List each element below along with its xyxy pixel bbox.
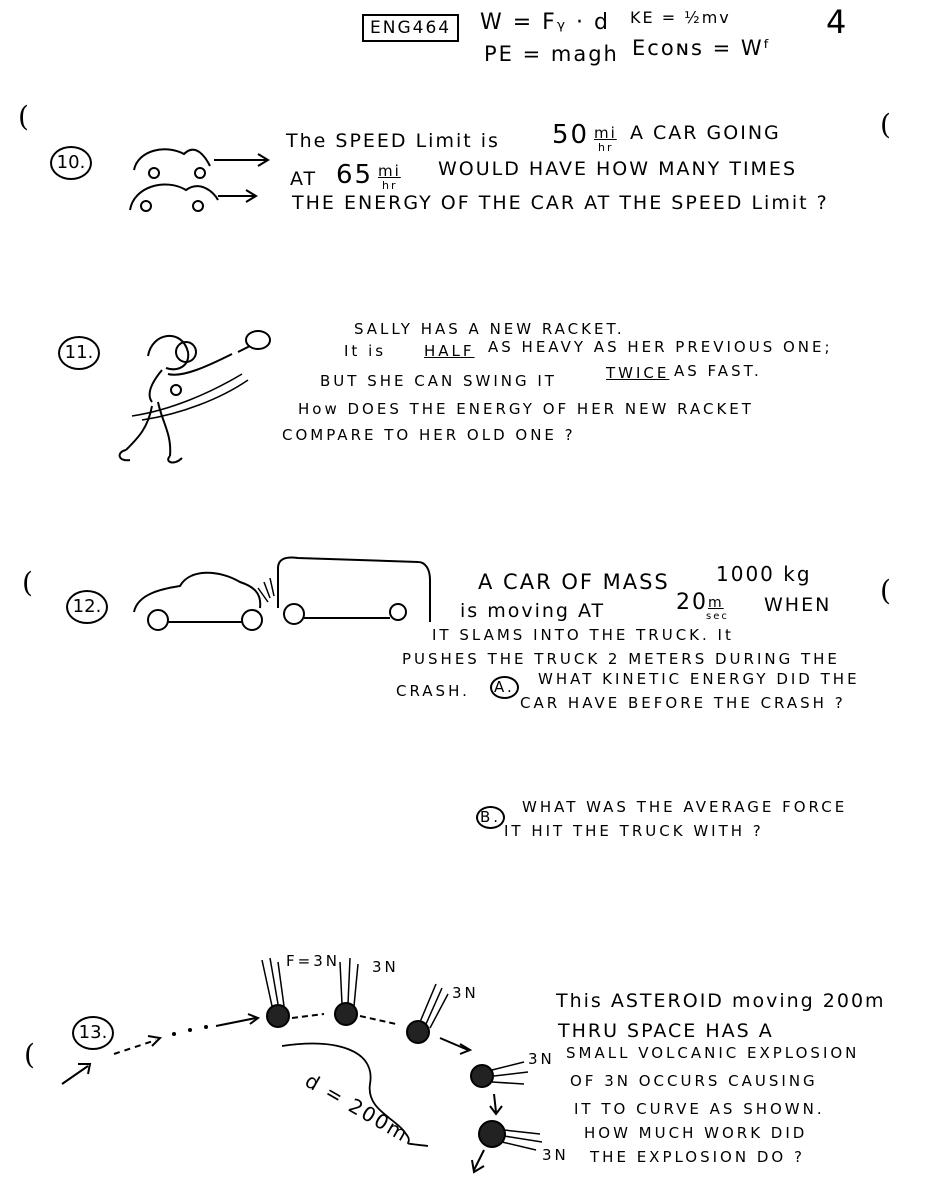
q12-part-b-label: B. xyxy=(476,806,505,829)
q10-speed-limit: 50 xyxy=(552,120,590,150)
q12-line-2a: is moving AT xyxy=(460,600,606,622)
page-number: 4 xyxy=(826,3,849,41)
question-number: 10. xyxy=(50,146,92,180)
formula-energy-conservation: Eᴄᴏɴs = Wᶠ xyxy=(632,36,772,60)
q13-force-label-2: 3N xyxy=(372,958,399,976)
punch-hole-mark: ( xyxy=(880,108,891,141)
q12-line-6: CAR HAVE BEFORE THE CRASH ? xyxy=(520,694,846,712)
punch-hole-mark: ( xyxy=(880,574,891,607)
q11-line-2b: AS HEAVY AS HER PREVIOUS ONE; xyxy=(488,338,833,356)
q11-line-4: How DOES THE ENERGY OF HER NEW RACKET xyxy=(298,400,754,418)
q10-line-1b: A CAR GOING xyxy=(630,122,781,144)
q10-line-2b: WOULD HAVE HOW MANY TIMES xyxy=(438,158,798,180)
two-cars-sketch xyxy=(126,140,276,220)
q10-unit-bottom-2: hr xyxy=(382,179,398,192)
q13-line-7: THE EXPLOSION DO ? xyxy=(590,1148,805,1166)
q13-force-label-4: 3N xyxy=(528,1050,555,1068)
q10-car-speed: 65 xyxy=(336,160,374,190)
q12-part-b-line-2: IT HIT THE TRUCK WITH ? xyxy=(504,822,764,840)
q12-line-4: PUSHES THE TRUCK 2 METERS DURING THE xyxy=(402,650,840,668)
question-number: 12. xyxy=(66,590,108,624)
q13-force-label-1: F=3N xyxy=(286,952,340,970)
q11-line-3a: BUT SHE CAN SWING IT xyxy=(320,372,557,390)
course-code-box: ENG464 xyxy=(362,14,459,42)
q11-twice: TWICE xyxy=(606,364,670,382)
q10-unit-top-2: mi xyxy=(378,162,401,180)
car-truck-crash-sketch xyxy=(128,552,448,642)
q12-line-1a: A CAR OF MASS xyxy=(478,570,670,594)
q11-line-2a: It is xyxy=(344,342,387,360)
q12-line-2b: WHEN xyxy=(764,594,832,616)
q12-part-b-line-1: WHAT WAS THE AVERAGE FORCE xyxy=(522,798,848,816)
q13-line-1: This ASTEROID moving 200m xyxy=(556,990,886,1012)
q12-line-5a: CRASH. xyxy=(396,682,470,700)
q10-line-1a: The SPEED Limit is xyxy=(286,130,500,152)
formula-potential-energy: PE = magh xyxy=(484,42,619,66)
q13-line-2: THRU SPACE HAS A xyxy=(558,1020,774,1042)
q11-line-5: COMPARE TO HER OLD ONE ? xyxy=(282,426,576,444)
q12-unit-bottom: sec xyxy=(706,611,729,622)
sally-racket-sketch xyxy=(112,322,282,472)
q10-line-2a: AT xyxy=(290,168,318,190)
formula-work: W = Fᵧ · d xyxy=(480,10,610,35)
q10-line-3: THE ENERGY OF THE CAR AT THE SPEED Limit ? xyxy=(292,192,829,214)
formula-kinetic-energy: KE = ½mv xyxy=(630,8,731,27)
q10-unit-top: mi xyxy=(594,124,617,142)
punch-hole-mark: ( xyxy=(18,100,29,133)
q12-speed: 20 xyxy=(676,590,708,615)
q11-half: HALF xyxy=(424,342,475,360)
asteroid-path-sketch xyxy=(56,950,556,1180)
q13-force-label-3: 3N xyxy=(452,984,479,1002)
q12-line-3: IT SLAMS INTO THE TRUCK. It xyxy=(432,626,734,644)
punch-hole-mark: ( xyxy=(22,566,33,599)
q12-part-a-label: A. xyxy=(490,676,519,699)
question-number: 11. xyxy=(58,336,100,370)
question-number: 13. xyxy=(72,1016,114,1050)
punch-hole-mark: ( xyxy=(24,1038,35,1071)
q13-line-3: SMALL VOLCANIC EXPLOSION xyxy=(566,1044,860,1062)
q10-unit-bottom: hr xyxy=(598,141,614,154)
q12-mass: 1000 kg xyxy=(716,562,812,586)
q13-line-5: IT TO CURVE AS SHOWN. xyxy=(574,1100,825,1118)
q11-line-1: SALLY HAS A NEW RACKET. xyxy=(354,320,625,338)
q13-line-4: OF 3N OCCURS CAUSING xyxy=(570,1072,818,1090)
q13-force-label-5: 3N xyxy=(542,1146,569,1164)
q11-line-3b: AS FAST. xyxy=(674,362,762,380)
q12-line-5b: WHAT KINETIC ENERGY DID THE xyxy=(538,670,860,688)
q12-unit-top: m xyxy=(708,595,724,611)
q13-distance-label: d = 200m xyxy=(301,1068,414,1147)
q13-line-6: HOW MUCH WORK DID xyxy=(584,1124,808,1142)
